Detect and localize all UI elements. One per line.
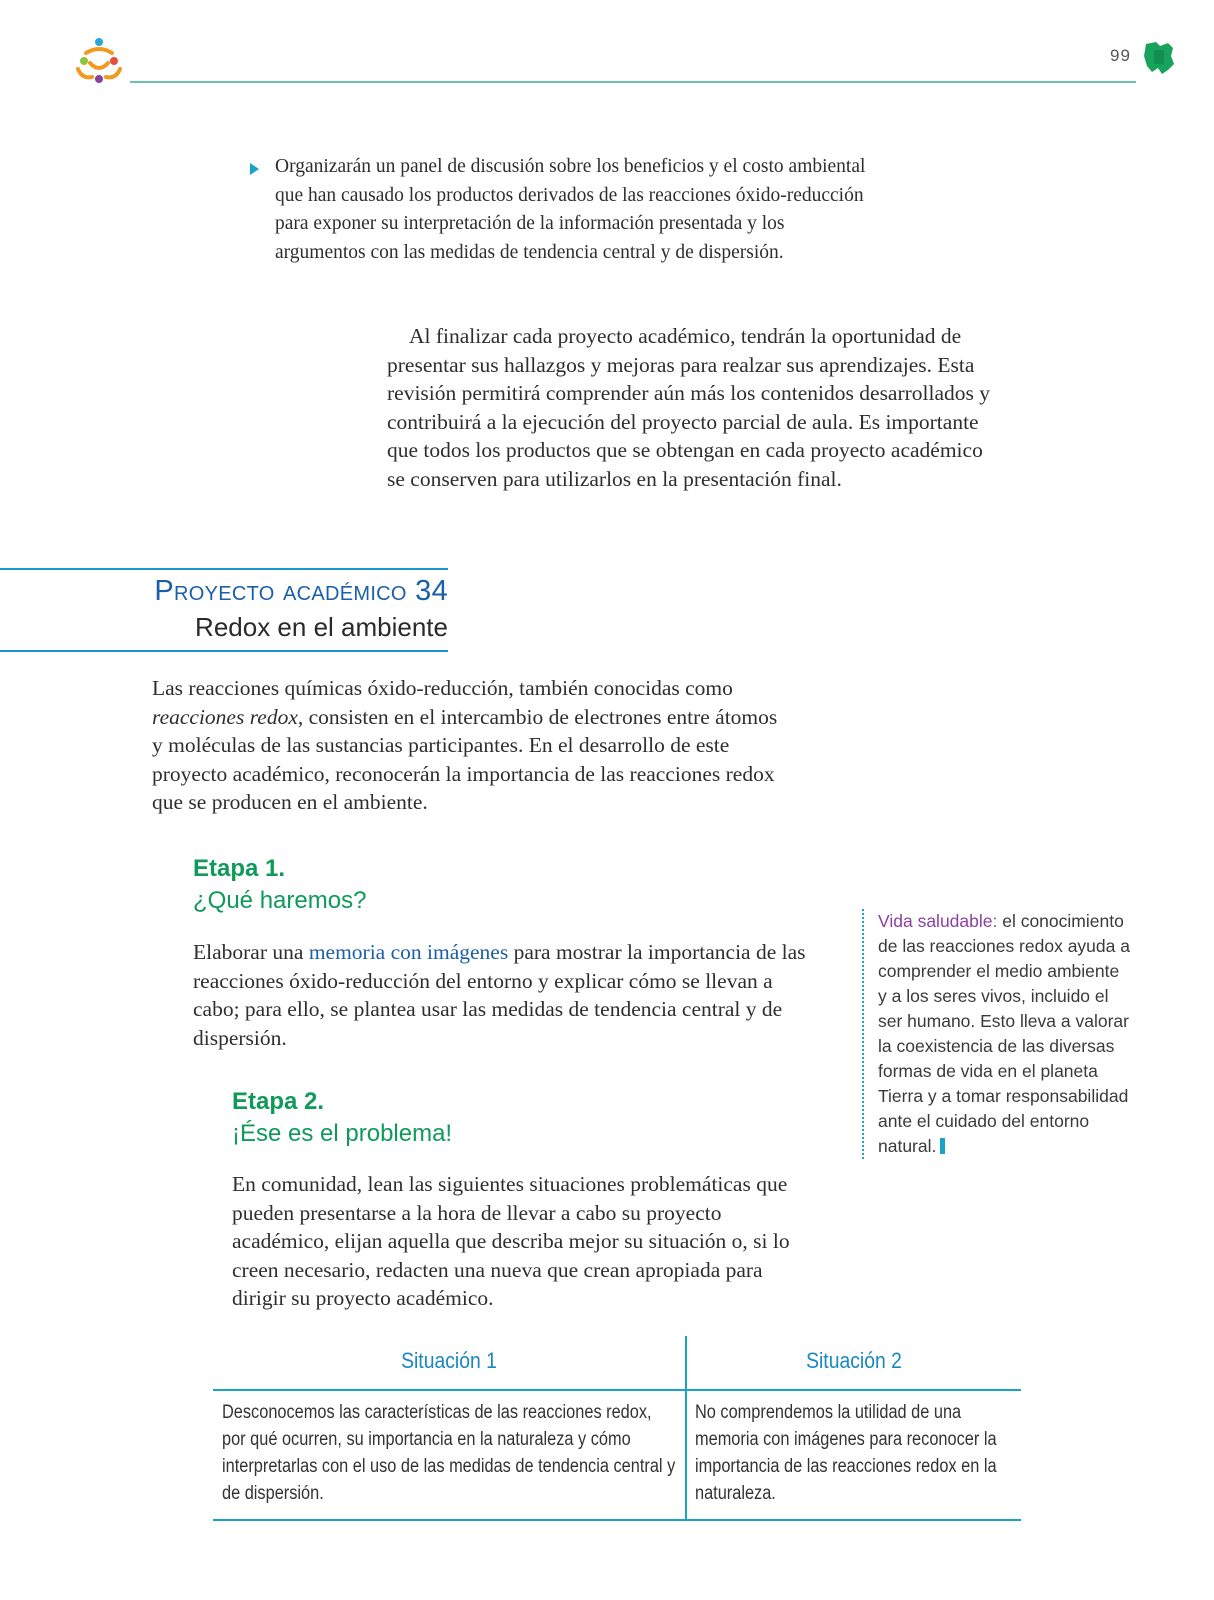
bullet-item [250, 153, 870, 267]
sidenote-end-mark-icon [940, 1138, 945, 1154]
project-heading-bottom-rule [0, 650, 448, 652]
project-label: Proyecto académico 34 [154, 575, 448, 607]
stage1-key-term: memoria con imágenes [308, 940, 509, 964]
situations-divider [685, 1336, 687, 1521]
situations-table [213, 1336, 1021, 1521]
project-intro-paragraph [152, 674, 792, 817]
stage1-subtitle: ¿Qué haremos? [193, 887, 367, 914]
project-title: Redox en el ambiente [195, 612, 448, 642]
stage2-heading [232, 1086, 452, 1150]
stage2-subtitle: ¡Ése es el problema! [232, 1120, 453, 1147]
situations-header-rule [213, 1389, 1021, 1391]
stage1-body-after: para mostrar la importancia de las reacciones óxido-reducción del entorno y explicar cómo se llevan a cabo; para ello, se plantea usar las medidas de tendencia central y de dispersión. [193, 940, 806, 1050]
project-intro-italic-term: reacciones redox [152, 704, 298, 729]
situation-2-header: Situación 2 [806, 1348, 902, 1373]
stage2-title: Etapa 2. [232, 1088, 325, 1115]
intro-paragraph [387, 322, 997, 493]
situation-1-text: Desconocemos las características de las reacciones redox, por qué ocurren, su importancia en la naturaleza y cómo interpretarlas con el uso de las medidas de tendencia central y de dispersión. [222, 1402, 676, 1504]
project-intro-part2: , consisten en el intercambio de electrones entre átomos y moléculas de las sustancias participantes. En el desarrollo de este proyecto académico, reconocerán la importancia de las reacciones redox que se producen en el ambiente. [152, 704, 778, 814]
stage2-body: En comunidad, lean las siguientes situaciones problemáticas que pueden presentarse a la hora de llevar a cabo su proyecto académico, elijan aquella que describa mejor su situación o, si lo creen necesario, redacten una nueva que crean apropiada para dirigir su proyecto académico. [232, 1172, 790, 1310]
sidenote-box [862, 909, 1130, 1159]
situations-bottom-rule [213, 1519, 1021, 1521]
situation-2-text: No comprendemos la utilidad de una memoria con imágenes para reconocer la importancia de las reacciones redox en la naturaleza. [695, 1402, 997, 1504]
triangle-bullet-icon [250, 163, 259, 175]
stage1-title: Etapa 1. [193, 855, 286, 882]
header-rule [130, 81, 1136, 83]
stage1-body-before: Elaborar una [193, 940, 309, 964]
sidenote-label: Vida saludable: [878, 911, 998, 931]
bullet-text: Organizarán un panel de discusión sobre los beneficios y el costo ambiental que han causado los productos derivados de las reacciones óxido-reducción para exponer su interpretación de la información presentada y los argumentos con las medidas de tendencia central y de dispersión. [275, 156, 866, 263]
situation-1-header: Situación 1 [401, 1348, 497, 1373]
sidenote-text: el conocimiento de las reacciones redox ayuda a comprender el medio ambiente y a los seres vivos, incluido el ser humano. Esto lleva a valorar la coexistencia de las diversas formas de vida en el planeta Tierra y a tomar responsabilidad ante el cuidado del entorno natural. [878, 911, 1130, 1156]
project-heading-top-rule [0, 568, 448, 570]
community-people-logo-icon [72, 33, 126, 87]
page-number: 99 [1110, 46, 1131, 65]
intro-paragraph-text: Al finalizar cada proyecto académico, tendrán la oportunidad de presentar sus hallazgos y mejoras para realzar sus aprendizajes. Esta revisión permitirá comprender aún más los contenidos desarrollados y contribuirá a la ejecución del proyecto parcial de aula. Es importante que todos los productos que se obtengan en cada proyecto académico se conserven para utilizarlos en la presentación final. [387, 324, 991, 491]
project-intro-part1: Las reacciones químicas óxido-reducción, también conocidas como [152, 676, 733, 700]
stage1-body [193, 938, 813, 1052]
green-book-badge-icon [1142, 40, 1176, 76]
stage1-heading [193, 853, 366, 917]
